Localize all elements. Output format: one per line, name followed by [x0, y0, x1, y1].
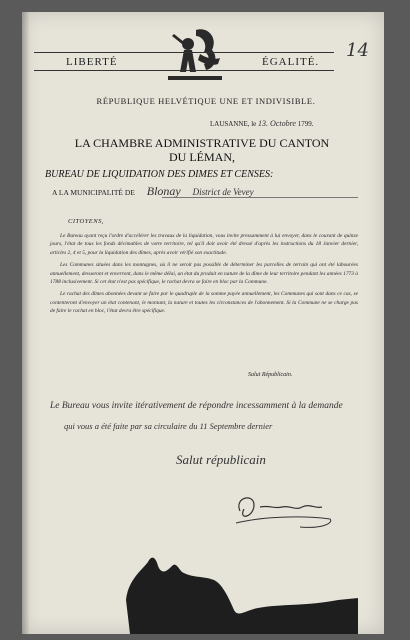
recipient-name: Blonay: [146, 184, 181, 198]
recipient-prefix: A LA MUNICIPALITÉ DE: [52, 188, 135, 197]
document-title: [42, 136, 362, 164]
title-line-1: LA CHAMBRE ADMINISTRATIVE DU CANTON: [74, 136, 330, 150]
reference-number: 14: [346, 40, 369, 61]
dateline-place: LAUSANNE, le: [210, 120, 257, 128]
recipient-underline: [162, 197, 358, 198]
emblem-icon: [160, 24, 230, 94]
paper-damage: [108, 540, 358, 634]
printed-closing: Salut Républicain.: [248, 372, 293, 378]
handwritten-line-2: qui vous a été faite par sa circulaire du 11 Septembre dernier: [64, 421, 273, 431]
dateline: [210, 119, 313, 128]
paragraph-1: Le Bureau ayant reçu l'ordre d'accélérer les travaux de la liquidation, vous invite pressamment à lui envoyer, dans le courant de quinze jours, l'état de tous les fonds décimables de votre territoire, tel qu'il doit avoir été dressé d'après les instructions du 18 Janvier dernier, articles 2, 4 et 5, pour la liquidation des dîmes, après avoir vérifié son exactitude.: [50, 233, 358, 256]
header-rule-bottom: [34, 70, 334, 71]
paragraph-3: Le rachat des dîmes abonnées devant se faire par le quadruple de la somme payée annuellement, les Communes qui sont dans ce cas, se contenteront d'envoyer un état contenant, le montant, la nature et toutes les circonstances de l'abonnement. Si la Commune ne se charge pas de faire le rachat en bloc, l'état devra être spécifique.: [50, 291, 358, 315]
dateline-day-month: 13. Octobre: [258, 119, 296, 128]
republic-heading: RÉPUBLIQUE HELVÉTIQUE UNE ET INDIVISIBLE.: [96, 96, 316, 106]
bureau-heading: BUREAU DE LIQUIDATION DES DIMES ET CENSES:: [45, 169, 274, 180]
recipient-district: District de Vevey: [192, 187, 254, 197]
signature: [230, 487, 340, 531]
letter-body: [50, 232, 358, 320]
handwritten-line-1: Le Bureau vous invite itérativement de répondre incessamment à la demande: [50, 401, 343, 411]
motto-liberte: LIBERTÉ: [66, 56, 118, 68]
paragraph-2: Les Communes situées dans les montagnes, où il ne seroit pas possible de déterminer les parcelles de terrain qui ont été labourées annuellement, devueront et enverront, dans le même délai, un état du produit en nature de la dîme de leur territoire pendant les années 1773 à 1788 inclusivement. Si cet état n'est pas spécifique, le rachat devra se faire en bloc par la Commune.: [50, 262, 358, 286]
header-rule-top: [34, 52, 334, 53]
motto-egalite: ÉGALITÉ.: [262, 56, 320, 68]
handwritten-closing: Salut républicain: [176, 452, 266, 467]
title-line-2: DU LÉMAN,: [169, 150, 235, 164]
letter-salutation: CITOYENS,: [68, 218, 104, 225]
dateline-year: 1799.: [297, 120, 314, 128]
